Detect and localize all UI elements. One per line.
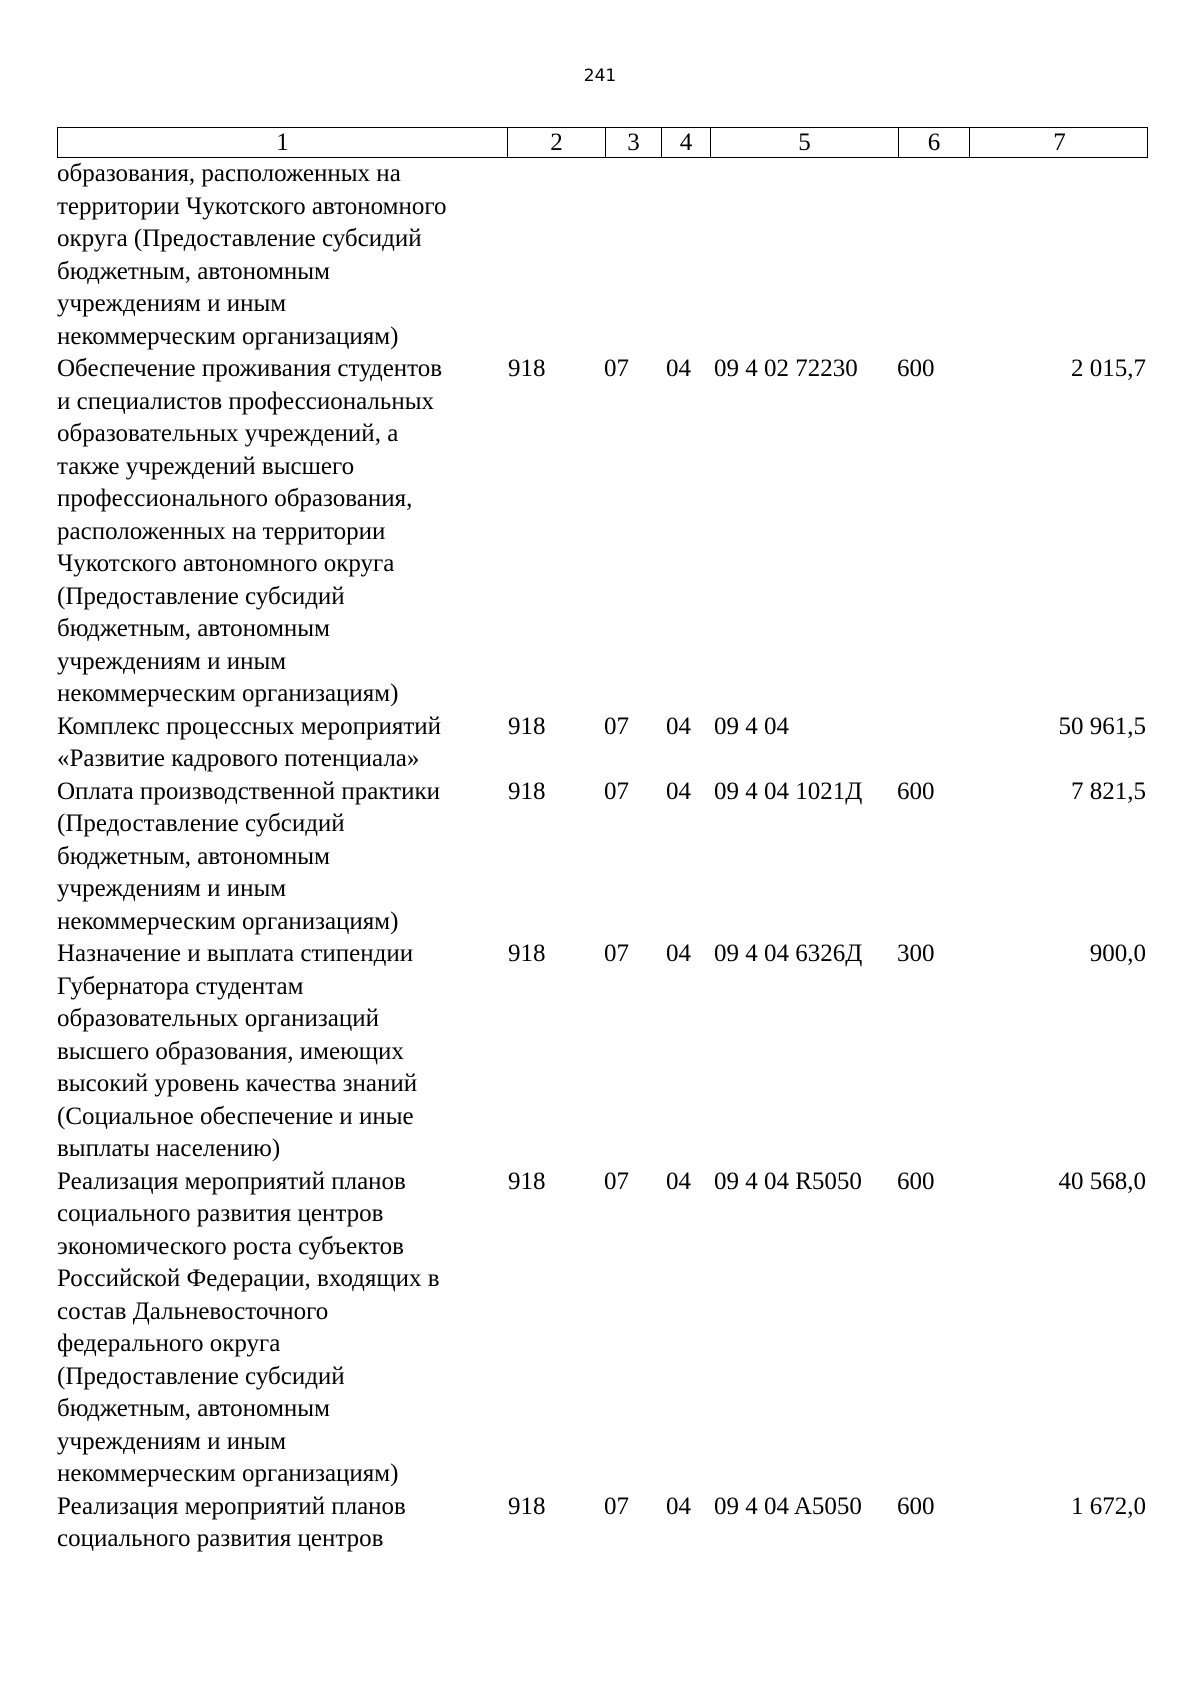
row-expense-type: 600	[897, 1167, 935, 1195]
row-subsection-code: 04	[666, 1492, 691, 1520]
row-subsection-code: 04	[666, 777, 691, 805]
row-section-code	[604, 158, 660, 353]
table-row	[57, 1166, 1148, 1491]
table-row	[57, 776, 1148, 939]
row-section-code: 07	[604, 777, 629, 805]
table-row	[57, 158, 1148, 353]
row-name: Реализация мероприятий планов социального развития центров экономического роста субъектов Российской Федерации, входящих в состав Дальневосточного федерального округа (Предоставление субсидий бюджетным, автономным учреждениям и иным некоммерческим организациям)	[57, 1167, 440, 1487]
row-ministry-code: 918	[508, 940, 546, 967]
row-expense-type: 600	[897, 355, 935, 382]
budget-table	[57, 127, 1148, 1556]
row-section-code: 07	[604, 1492, 629, 1520]
header-col-3: 3	[605, 128, 661, 157]
row-subsection-code	[660, 158, 709, 353]
row-ministry-code: 918	[508, 777, 546, 805]
row-amount: 50 961,5	[1058, 712, 1146, 740]
row-amount: 2 015,7	[1071, 355, 1146, 382]
row-subsection-code: 04	[666, 355, 691, 382]
row-ministry-code: 918	[508, 1492, 546, 1520]
table-row	[57, 711, 1148, 776]
row-target-article: 09 4 04 1021Д	[714, 777, 863, 805]
row-ministry-code	[506, 158, 604, 353]
table-row	[57, 938, 1148, 1166]
row-amount: 1 672,0	[1071, 1492, 1146, 1520]
header-col-6: 6	[898, 128, 969, 157]
row-section-code: 07	[604, 1167, 629, 1195]
row-amount: 40 568,0	[1058, 1167, 1146, 1195]
row-section-code: 07	[604, 940, 629, 967]
header-col-2: 2	[507, 128, 605, 157]
row-ministry-code: 918	[508, 355, 546, 382]
row-name: Реализация мероприятий планов социального развития центров	[57, 1492, 406, 1552]
row-amount	[968, 158, 1148, 353]
table-row	[57, 1491, 1148, 1556]
row-amount: 7 821,5	[1071, 777, 1146, 805]
row-expense-type	[897, 158, 968, 353]
header-col-5: 5	[710, 128, 898, 157]
page-number: 241	[583, 66, 617, 86]
row-name: Назначение и выплата стипендии Губернатора студентам образовательных организаций высшего образования, имеющих высокий уровень качества знаний (Социальное обеспечение и иные выплаты населению)	[57, 940, 418, 1162]
row-subsection-code: 04	[666, 940, 691, 967]
row-section-code: 07	[604, 712, 629, 740]
header-col-4: 4	[661, 128, 710, 157]
table-row	[57, 353, 1148, 711]
row-target-article: 09 4 04 6326Д	[714, 940, 863, 967]
table-header	[57, 127, 1148, 158]
row-target-article	[709, 158, 897, 353]
row-ministry-code: 918	[508, 712, 546, 740]
row-name: Оплата производственной практики (Предоставление субсидий бюджетным, автономным учреждениям и иным некоммерческим организациям)	[57, 777, 440, 935]
row-amount: 900,0	[1089, 940, 1146, 967]
row-subsection-code: 04	[666, 712, 691, 740]
row-expense-type: 600	[897, 1492, 935, 1520]
row-target-article: 09 4 02 72230	[714, 355, 858, 382]
row-target-article: 09 4 04 A5050	[714, 1492, 862, 1520]
row-target-article: 09 4 04	[714, 712, 789, 740]
row-subsection-code: 04	[666, 1167, 691, 1195]
row-ministry-code: 918	[508, 1167, 546, 1195]
row-name: Обеспечение проживания студентов и специалистов профессиональных образовательных учреждений, а также учреждений высшего профессионального образования, расположенных на территории Чукотского автономного округа (Предоставление субсидий бюджетным, автономным учреждениям и иным некоммерческим организациям)	[57, 355, 443, 707]
row-expense-type	[897, 711, 968, 776]
header-col-7: 7	[969, 128, 1149, 157]
row-expense-type: 600	[897, 777, 935, 805]
row-target-article: 09 4 04 R5050	[714, 1167, 862, 1195]
row-name: Комплекс процессных мероприятий «Развитие кадрового потенциала»	[57, 712, 442, 772]
row-section-code: 07	[604, 355, 629, 382]
row-expense-type: 300	[897, 940, 935, 967]
header-col-1: 1	[276, 129, 289, 156]
row-name: образования, расположенных на территории Чукотского автономного округа (Предоставление субсидий бюджетным, автономным учреждениям и иным некоммерческим организациям)	[57, 160, 447, 350]
